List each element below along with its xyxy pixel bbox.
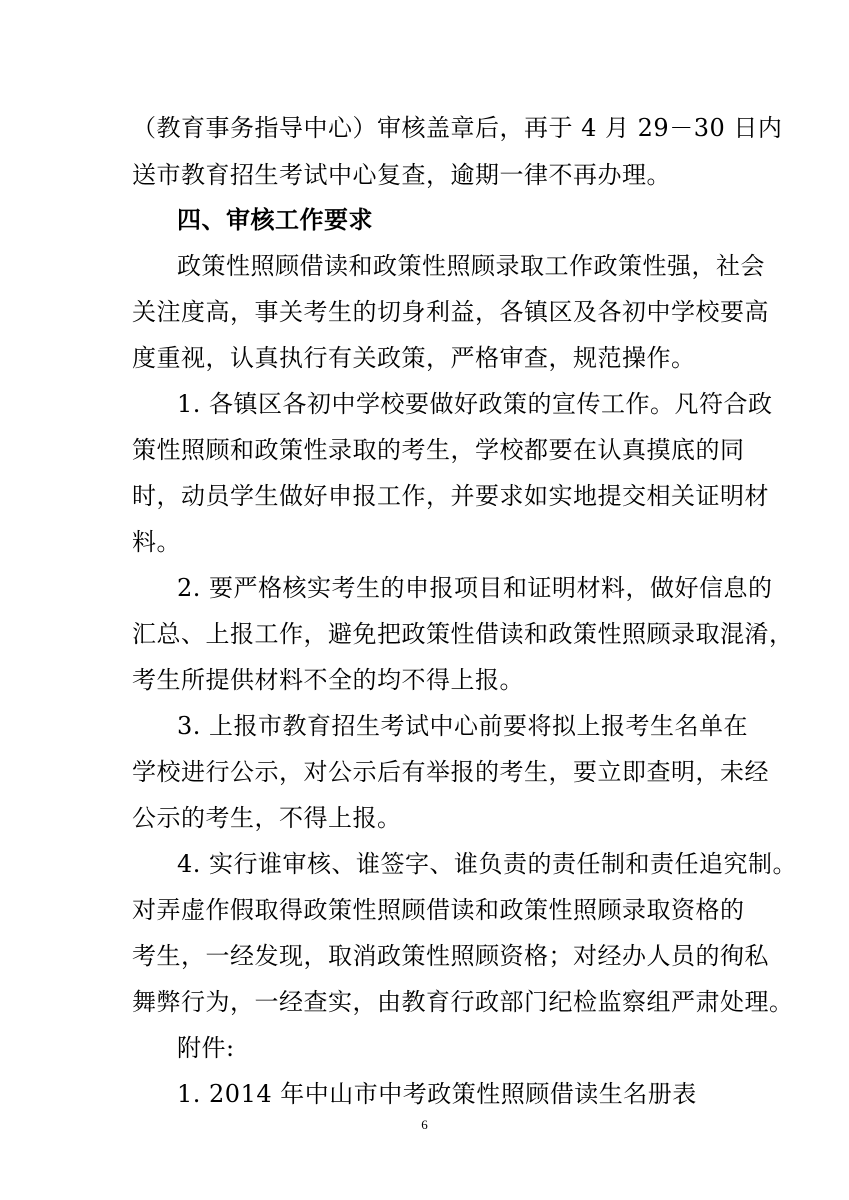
list-item-3-line: 3. 上报市教育招生考试中心前要将拟上报考生名单在 [177,712,749,740]
body-line: 料。 [132,528,181,556]
body-line: 考生所提供材料不全的均不得上报。 [132,666,524,694]
body-line: 时，动员学生做好申报工作，并要求如实地提交相关证明材 [132,482,769,510]
body-line: 考生，一经发现，取消政策性照顾资格；对经办人员的徇私 [132,942,769,970]
list-item-1-line: 1. 各镇区各初中学校要做好政策的宣传工作。凡符合政 [177,390,773,418]
section-heading: 四、审核工作要求 [177,206,373,234]
body-line: 对弄虚作假取得政策性照顾借读和政策性照顾录取资格的 [132,896,745,924]
attachment-item: 1. 2014 年中山市中考政策性照顾借读生名册表 [177,1080,697,1108]
body-line: 学校进行公示，对公示后有举报的考生，要立即查明，未经 [132,758,769,786]
body-line: 关注度高，事关考生的切身利益，各镇区及各初中学校要高 [132,298,769,326]
list-item-2-line: 2. 要严格核实考生的申报项目和证明材料，做好信息的 [177,574,773,602]
body-line: 送市教育招生考试中心复查，逾期一律不再办理。 [132,161,671,189]
page-number: 6 [421,1117,428,1132]
body-line: 策性照顾和政策性录取的考生，学校都要在认真摸底的同 [132,436,745,464]
body-line: （教育事务指导中心）审核盖章后，再于 4 月 29－30 日内 [132,114,783,142]
attachment-label: 附件: [177,1034,235,1062]
body-line: 公示的考生，不得上报。 [132,804,402,832]
paragraph-first-line: 政策性照顾借读和政策性照顾录取工作政策性强，社会 [177,252,765,280]
body-line: 度重视，认真执行有关政策，严格审查，规范操作。 [132,344,696,372]
body-line: 舞弊行为，一经查实，由教育行政部门纪检监察组严肃处理。 [132,988,794,1016]
body-line: 汇总、上报工作，避免把政策性借读和政策性照顾录取混淆， [132,620,794,648]
list-item-4-line: 4. 实行谁审核、谁签字、谁负责的责任制和责任追究制。 [177,850,798,878]
